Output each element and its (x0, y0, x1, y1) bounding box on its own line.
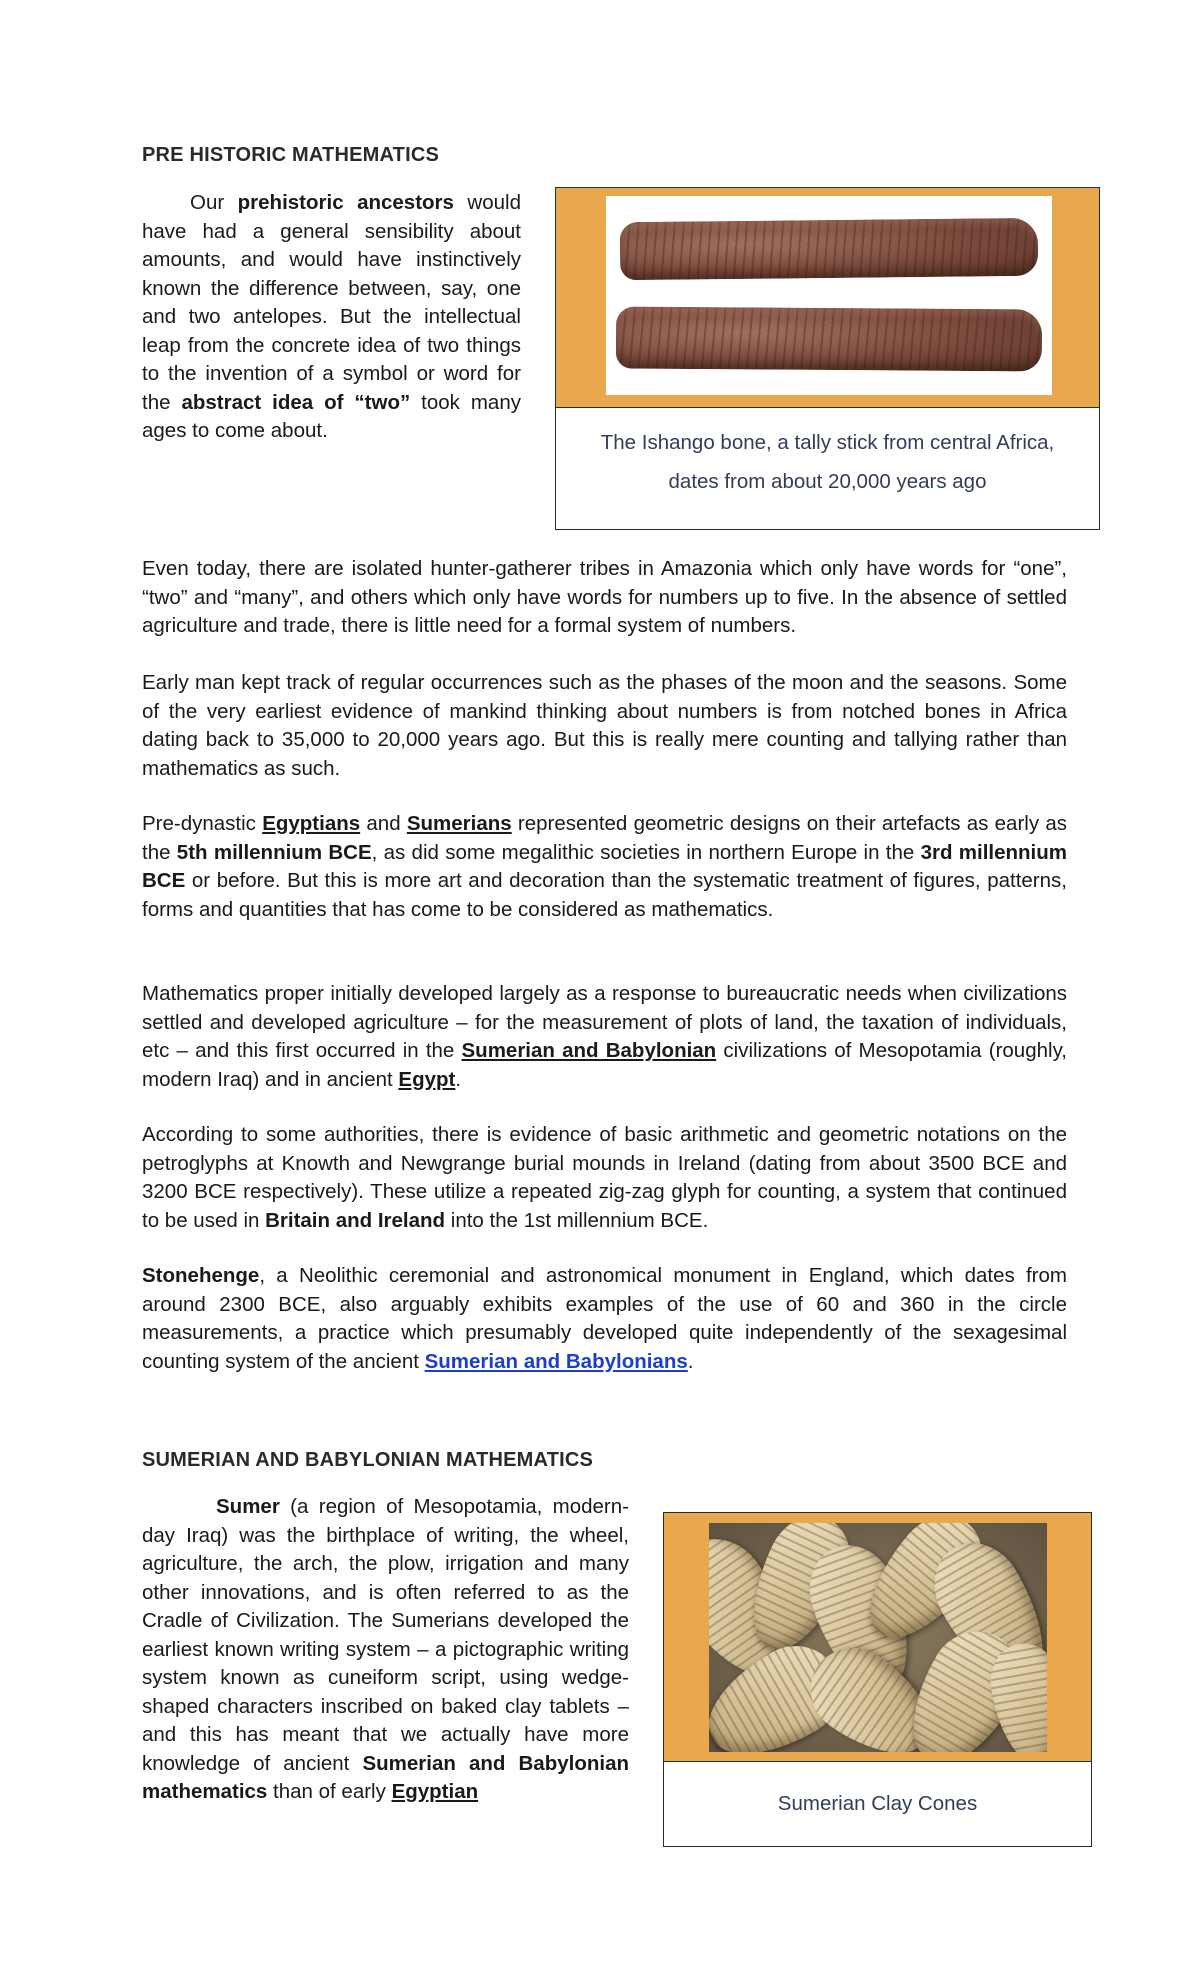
intro-text-1: Our (190, 191, 238, 214)
sumer-intro-paragraph (142, 1493, 629, 1807)
ishango-caption-line-2: dates from about 20,000 years ago (668, 470, 987, 493)
p6-text-2: . (687, 1349, 694, 1373)
p5-text-2: into the 1st millennium BCE. (445, 1208, 709, 1232)
p3-text-1: Pre-dynastic (142, 812, 263, 835)
ishango-figure-frame (556, 188, 1099, 408)
sumerians-ref: Sumerians (406, 812, 512, 835)
clay-cones-caption: Sumerian Clay Cones (777, 1792, 978, 1815)
paragraph-amazonia: Even today, there are isolated hunter-gatherer tribes in Amazonia which only have words for “one”, “two” and “many”, and others which only have words for numbers up to five. In the absence of settled agriculture and trade, there is little need for a formal system of numbers. (142, 557, 1067, 637)
egypt-ref: Egypt (398, 1067, 456, 1091)
p3-bold-3rd-millennium: 3rd millennium BCE (142, 840, 1067, 892)
paragraph-petroglyphs (142, 1121, 1067, 1235)
p6-bold-stonehenge: Stonehenge (142, 1264, 260, 1287)
ishango-bone-lower (616, 307, 1042, 372)
paragraph-mathematics-proper (142, 980, 1067, 1094)
sumer-text-2: than of early (267, 1780, 392, 1803)
p6-text-1: , a Neolithic ceremonial and astronomical monument in England, which dates from around 2300 BCE, also arguably exhibits examples of the use of 60 and 360 in the circle measurements, a practice which presumably developed quite independently of the sexagesimal counting system of the ancient (142, 1264, 1067, 1373)
p4-text-2: civilizations of Mesopotamia (roughly, modern Iraq) and in ancient (142, 1039, 1067, 1091)
intro-bold-ancestors: prehistoric ancestors (237, 191, 454, 214)
p5-bold-britain-ireland: Britain and Ireland (265, 1208, 446, 1232)
intro-text-3: took many ages to come about. (142, 390, 521, 442)
clay-cones-frame (664, 1513, 1091, 1762)
intro-bold-abstract: abstract idea of “two” (181, 390, 411, 414)
sumer-bold: Sumer (216, 1495, 280, 1518)
p3-text-5: or before. But this is more art and decoration than the systematic treatment of figures, patterns, forms and quantities that has come to be considered as mathematics. (142, 869, 1067, 921)
intro-text-2: would have had a general sensibility about amounts, and would have instinctively known the difference between, say, one and two antelopes. But the intellectual leap from the concrete idea of two things to the invention of a symbol or word for the (142, 191, 521, 414)
clay-cones-figure (663, 1512, 1092, 1847)
p5-text-1: According to some authorities, there is evidence of basic arithmetic and geometric notations on the petroglyphs at Knowth and Newgrange burial mounds in Ireland (dating from about 3500 BCE and 3200 BCE respectively). These utilize a repeated zig-zag glyph for counting, a system that continued to be used in (142, 1123, 1067, 1232)
p4-text-1: Mathematics proper initially developed largely as a response to bureaucratic needs when civilizations settled and developed agriculture – for the measurement of plots of land, the taxation of individuals, etc – and this first occurred in the (142, 982, 1067, 1062)
egyptians-ref: Egyptians (262, 812, 361, 835)
sumerian-babylonian-ref: Sumerian and Babylonian (461, 1039, 717, 1062)
p3-text-4: , as did some megalithic societies in northern Europe in the (371, 840, 921, 864)
clay-cones-image (709, 1523, 1047, 1752)
paragraph-stonehenge (142, 1262, 1067, 1376)
p3-text-2: and (360, 812, 407, 835)
section-heading-sumerian: SUMERIAN AND BABYLONIAN MATHEMATICS (142, 1449, 594, 1471)
ishango-caption-line-1: The Ishango bone, a tally stick from central Africa, (600, 431, 1055, 454)
p3-bold-5th-millennium: 5th millennium BCE (176, 840, 372, 864)
p3-text-3: represented geometric designs on their artefacts as early as the (142, 812, 1067, 864)
egyptian-ref: Egyptian (391, 1780, 479, 1803)
section-heading-prehistoric: PRE HISTORIC MATHEMATICS (142, 144, 440, 166)
paragraph-early-man: Early man kept track of regular occurrences such as the phases of the moon and the seasons. Some of the very earliest evidence of mankind thinking about numbers is from notched bones in Africa dating back to 35,000 to 20,000 years ago. But this is really mere counting and tallying rather than mathematics as such. (142, 671, 1067, 780)
ishango-bone-image (606, 196, 1052, 395)
ishango-bone-upper (620, 218, 1039, 280)
sumerian-babylonians-link[interactable]: Sumerian and Babylonians (424, 1349, 688, 1373)
sumer-text-1: (a region of Mesopotamia, modern-day Iraq) was the birthplace of writing, the wheel, agriculture, the arch, the plow, irrigation and many other innovations, and is often referred to as the Cradle of Civilization. The Sumerians developed the earliest known writing system – a pictographic writing system known as cuneiform script, using wedge-shaped characters inscribed on baked clay tablets – and this has meant that we actually have more knowledge of ancient (142, 1495, 629, 1775)
intro-paragraph (142, 189, 521, 446)
ishango-figure (555, 187, 1100, 530)
paragraph-predynastic (142, 810, 1067, 924)
p4-text-3: . (455, 1067, 462, 1091)
sumer-bold-math: Sumerian and Babylonian mathematics (142, 1751, 629, 1803)
